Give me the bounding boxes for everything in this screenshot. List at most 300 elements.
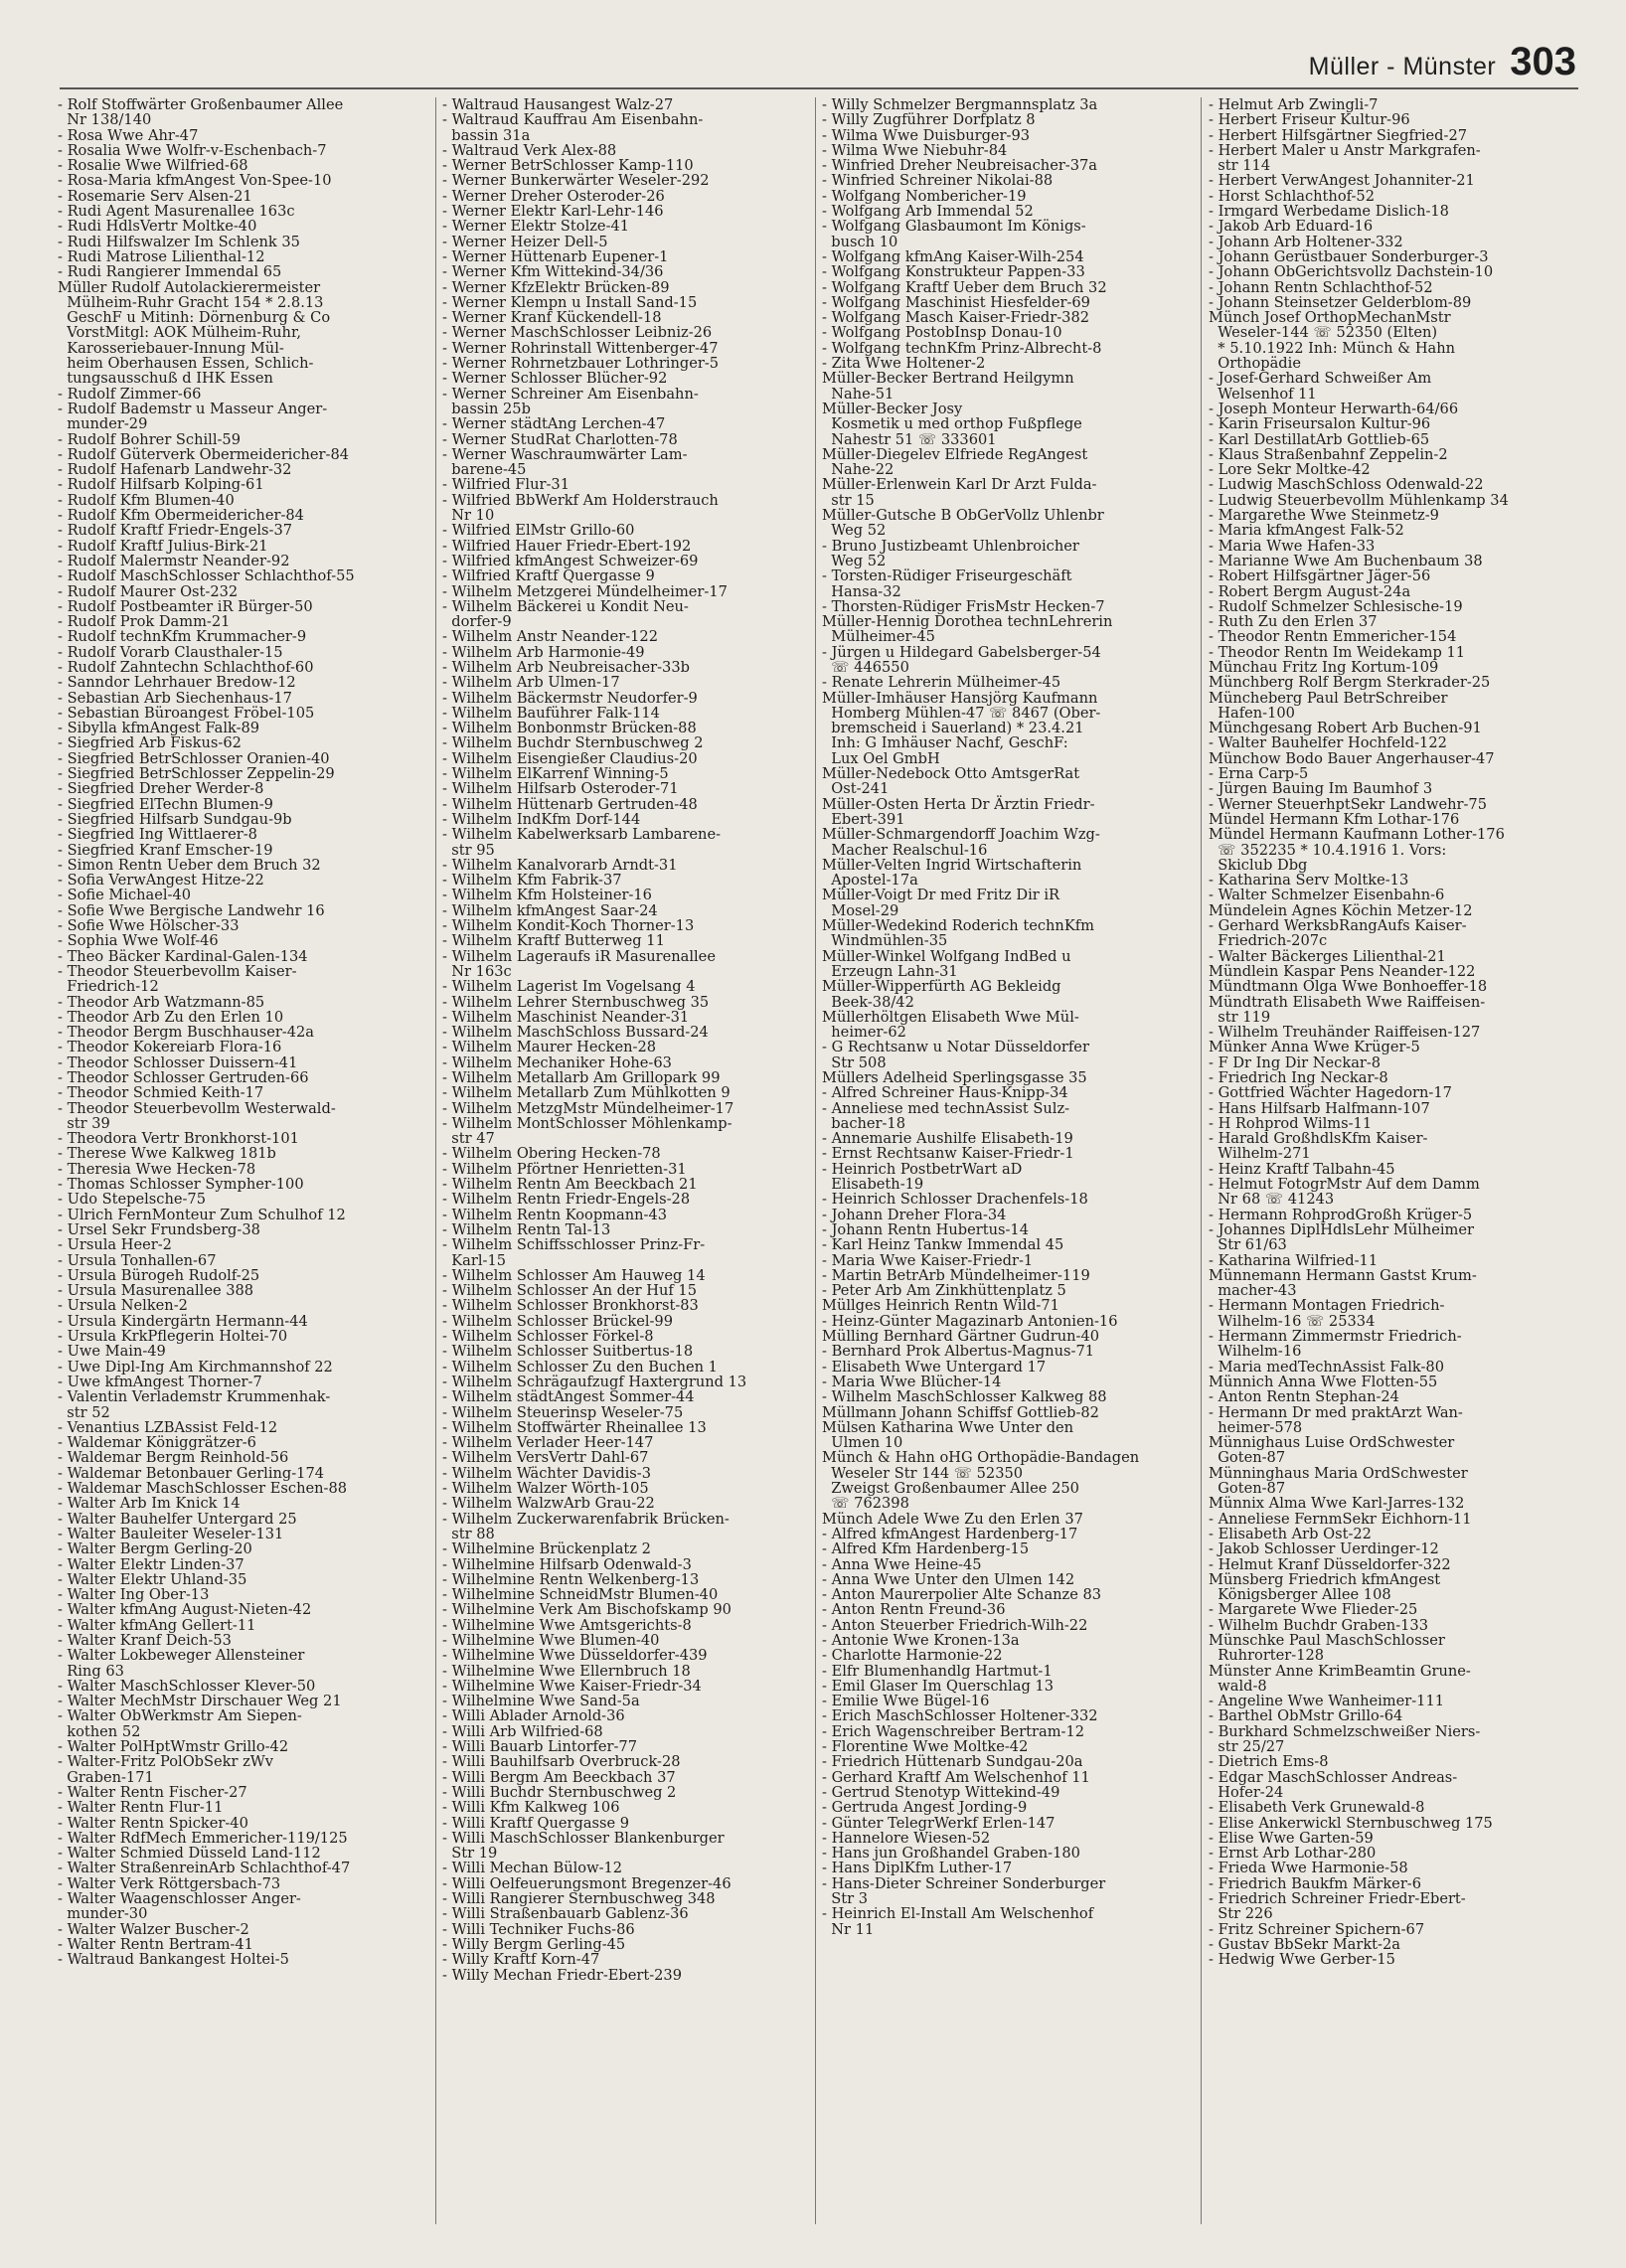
directory-entry-line: - Herbert Hilfsgärtner Siegfried-27 [1209, 126, 1468, 144]
directory-entry-line: Müncheberg Paul BetrSchreiber [1209, 689, 1448, 707]
directory-entry-line: - Johann Gerüstbauer Sonderburger-3 [1209, 247, 1489, 265]
directory-entry-line: Homberg Mühlen-47 ☏ 8467 (Ober- [822, 704, 1101, 722]
directory-entry-line: - Wilhelm Verlader Heer-147 [442, 1434, 654, 1452]
directory-entry-line: - Erna Carp-5 [1209, 765, 1309, 783]
directory-entry-line: - Wilhelmine SchneidMstr Blumen-40 [442, 1586, 719, 1604]
directory-entry-line: - Ursula KrkPflegerin Holtei-70 [58, 1328, 288, 1346]
directory-entry-line: - Karl Heinz Tankw Immendal 45 [822, 1236, 1064, 1254]
directory-entry-line: - Frieda Wwe Harmonie-58 [1209, 1860, 1408, 1877]
directory-entry-line: str 47 [442, 1130, 495, 1148]
directory-entry-line: - Elise Ankerwickl Sternbuschweg 175 [1209, 1814, 1493, 1832]
directory-entry-line: - Wilhelm Schiffsschlosser Prinz-Fr- [442, 1236, 706, 1254]
directory-entry-line: - Johann ObGerichtsvollz Dachstein-10 [1209, 263, 1494, 281]
directory-entry-line: - Wilhelm Schrägaufzugf Haxtergrund 13 [442, 1373, 747, 1390]
directory-entry-line: Mündtmann Olga Wwe Bonhoeffer-18 [1209, 978, 1488, 996]
directory-entry-line: - Werner BetrSchlosser Kamp-110 [442, 157, 694, 175]
directory-entry-line: - Willi Buchdr Sternbuschweg 2 [442, 1783, 677, 1801]
directory-entry-line: heim Oberhausen Essen, Schlich- [58, 355, 314, 373]
directory-entry-line: Münchow Bodo Bauer Angerhauser-47 [1209, 749, 1495, 767]
directory-entry-line: - Ruth Zu den Erlen 37 [1209, 613, 1378, 631]
directory-entry-line: - Jürgen u Hildegard Gabelsberger-54 [822, 643, 1101, 661]
directory-entry-line: - Willi Rangierer Sternbuschweg 348 [442, 1890, 716, 1908]
directory-entry-line: - Herbert VerwAngest Johanniter-21 [1209, 172, 1475, 190]
directory-entry-line: - Erich MaschSchlosser Holtener-332 [822, 1707, 1098, 1725]
directory-entry-line: munder-29 [58, 415, 148, 433]
directory-entry-line: Münker Anna Wwe Krüger-5 [1209, 1039, 1420, 1056]
directory-entry-line: Graben-171 [58, 1768, 154, 1786]
directory-entry-line: - Sofie Wwe Hölscher-33 [58, 917, 240, 935]
directory-entry-line: - Bernhard Prok Albertus-Magnus-71 [822, 1343, 1095, 1361]
directory-entry-line: Windmühlen-35 [822, 932, 948, 950]
directory-entry-line: - Johann Dreher Flora-34 [822, 1206, 1007, 1223]
directory-entry-line: - Walter ObWerkmstr Am Siepen- [58, 1707, 302, 1725]
directory-entry-line: - Wolfgang Konstrukteur Pappen-33 [822, 263, 1085, 281]
directory-entry-line: - Ursula Heer-2 [58, 1236, 172, 1254]
directory-entry-line: - Annemarie Aushilfe Elisabeth-19 [822, 1130, 1073, 1148]
directory-entry-line: Mündlein Kaspar Pens Neander-122 [1209, 962, 1476, 980]
directory-entry-line: - Wilfried BbWerkf Am Holderstrauch [442, 491, 719, 509]
directory-entry-line: - Jakob Arb Eduard-16 [1209, 218, 1374, 236]
directory-entry-line: - Sofie Wwe Bergische Landwehr 16 [58, 901, 325, 919]
directory-entry-line: - Ursula Tonhallen-67 [58, 1251, 217, 1269]
directory-entry-line: - Wilhelmine Wwe Kaiser-Friedr-34 [442, 1677, 702, 1695]
directory-entry-line: Ost-241 [822, 780, 890, 798]
directory-entry-line: - Wilhelm Schlosser Brückel-99 [442, 1312, 674, 1330]
directory-entry-line: - Wilhelmine Wwe Düsseldorfer-439 [442, 1647, 708, 1665]
directory-entry-line: - Anneliese med technAssist Sulz- [822, 1099, 1070, 1117]
directory-entry-line: heimer-578 [1209, 1418, 1303, 1436]
directory-entry-line: - Waltraud Bankangest Holtei-5 [58, 1951, 289, 1969]
directory-entry-line: - Ludwig MaschSchloss Odenwald-22 [1209, 476, 1484, 494]
directory-entry-line: Karosseriebauer-Innung Mül- [58, 339, 284, 357]
directory-entry-line: - Karl DestillatArb Gottlieb-65 [1209, 430, 1430, 448]
directory-entry-line: Wilhelm-271 [1209, 1145, 1311, 1163]
directory-entry-line: - Heinrich El-Install Am Welschenhof [822, 1905, 1094, 1923]
directory-entry-line: - Ernst Arb Lothar-280 [1209, 1845, 1377, 1863]
directory-entry-line: - Wilhelm WalzwArb Grau-22 [442, 1495, 655, 1513]
directory-entry-line: - Emil Glaser Im Querschlag 13 [822, 1677, 1055, 1695]
directory-entry-line: str 114 [1209, 157, 1271, 175]
directory-entry-line: Inh: G Imhäuser Nachf, GeschF: [822, 734, 1068, 752]
directory-entry-line: - Theodor Arb Watzmann-85 [58, 993, 265, 1011]
directory-entry-line: - Maria kfmAngest Falk-52 [1209, 522, 1404, 540]
directory-entry-line: - Anna Wwe Heine-45 [822, 1555, 982, 1573]
directory-entry-line: - Rudolf Vorarb Clausthaler-15 [58, 643, 283, 661]
directory-entry-line: - Waltraud Kauffrau Am Eisenbahn- [442, 111, 704, 129]
directory-entry-line: - Ursula Nelken-2 [58, 1297, 188, 1315]
directory-entry-line: Mülheimer-45 [822, 628, 935, 646]
directory-entry-line: - Martin BetrArb Mündelheimer-119 [822, 1266, 1090, 1284]
directory-entry-line: - Willi Bauarb Lintorfer-77 [442, 1738, 638, 1756]
directory-entry-line: - Walter-Fritz PolObSekr zWv [58, 1753, 274, 1771]
directory-entry-line: - Wilfried Flur-31 [442, 476, 569, 494]
directory-entry-line: Mosel-29 [822, 901, 899, 919]
directory-entry-line: - Ernst Rechtsanw Kaiser-Friedr-1 [822, 1145, 1074, 1163]
directory-entry-line: Münchau Fritz Ing Kortum-109 [1209, 658, 1439, 676]
directory-entry-line: Mündtrath Elisabeth Wwe Raiffeisen- [1209, 993, 1486, 1011]
directory-entry-line: - Johann Rentn Hubertus-14 [822, 1220, 1030, 1238]
directory-entry-line: - Elfr Blumenhandlg Hartmut-1 [822, 1662, 1053, 1680]
directory-entry-line: - Wilfried Kraftf Quergasse 9 [442, 567, 655, 585]
directory-entry-line: - Walter Bauhelfer Hochfeld-122 [1209, 734, 1447, 752]
directory-entry-line: - Walter Schmied Düsseld Land-112 [58, 1845, 321, 1863]
directory-entry-line: - Hans DiplKfm Luther-17 [822, 1860, 1013, 1877]
directory-entry-line: - Hans jun Großhandel Graben-180 [822, 1845, 1080, 1863]
directory-entry-line: - Wilhelmine Wwe Blumen-40 [442, 1631, 660, 1649]
page-header [1309, 40, 1576, 84]
directory-entry-line: - Wilhelm Hilfsarb Osteroder-71 [442, 780, 679, 798]
directory-entry-line: - Wilhelm Schlosser Am Hauweg 14 [442, 1266, 706, 1284]
running-title: Müller - Münster [1308, 53, 1497, 81]
directory-entry-line: - Walter Waagenschlosser Anger- [58, 1890, 301, 1908]
directory-entry-line: - Rudolf Hilfsarb Kolping-61 [58, 476, 264, 494]
directory-entry-line: - Herbert Friseur Kultur-96 [1209, 111, 1410, 129]
directory-entry-line: - Wilhelm Eisengießer Claudius-20 [442, 749, 698, 767]
directory-entry-line: - Johann Steinsetzer Gelderblom-89 [1209, 293, 1472, 311]
directory-entry-line: - Willi Kfm Kalkweg 106 [442, 1799, 620, 1817]
directory-entry-line: - Wilhelm IndKfm Dorf-144 [442, 810, 641, 828]
directory-entry-line: - Sebastian Arb Siechenhaus-17 [58, 689, 292, 707]
directory-entry-line: Königsberger Allee 108 [1209, 1586, 1391, 1604]
directory-entry-line: - Siegfried BetrSchlosser Zeppelin-29 [58, 765, 335, 783]
directory-entry-line: - Waltraud Hausangest Walz-27 [442, 96, 674, 113]
directory-entry-line: - Willi Oelfeuerungsmont Bregenzer-46 [442, 1874, 732, 1892]
directory-entry-line: - Wilhelm MaschSchlosser Kalkweg 88 [822, 1388, 1107, 1406]
directory-entry-line: - Wilhelm Kfm Holsteiner-16 [442, 887, 652, 904]
directory-entry-line: Hansa-32 [822, 582, 901, 600]
directory-entry-line: - Helmut FotogrMstr Auf dem Damm [1209, 1176, 1480, 1194]
directory-entry-line: - Walter Bäckerges Lilienthal-21 [1209, 947, 1446, 965]
directory-entry-line: - Waldemar MaschSchlosser Eschen-88 [58, 1480, 348, 1498]
directory-entry-line: Müllerhöltgen Elisabeth Wwe Mül- [822, 1008, 1079, 1026]
directory-entry-line: - Gottfried Wächter Hagedorn-17 [1209, 1084, 1452, 1102]
directory-entry-line: - Willy Mechan Friedr-Ebert-239 [442, 1966, 683, 1984]
directory-entry-line: Mündelein Agnes Köchin Metzer-12 [1209, 901, 1473, 919]
directory-entry-line: - Fritz Schreiner Spichern-67 [1209, 1920, 1425, 1938]
directory-entry-line: - Wilhelm Obering Hecken-78 [442, 1145, 661, 1163]
directory-entry-line: - Wilhelm Rentn Koopmann-43 [442, 1206, 668, 1223]
directory-entry-line: - Wilhelm Rentn Am Beeckbach 21 [442, 1176, 698, 1194]
directory-entry-line: - Charlotte Harmonie-22 [822, 1647, 1003, 1665]
directory-entry-line: - Anton Maurerpolier Alte Schanze 83 [822, 1586, 1102, 1604]
directory-entry-line: VorstMitgl: AOK Mülheim-Ruhr, [58, 324, 301, 342]
directory-entry-line: - Siegfried Dreher Werder-8 [58, 780, 264, 798]
directory-entry-line: Münnich Anna Wwe Flotten-55 [1209, 1373, 1438, 1390]
directory-entry-line: Weg 52 [822, 522, 887, 540]
directory-entry-line: Müller Rudolf Autolackierermeister [58, 278, 321, 296]
directory-entry-line: - Hedwig Wwe Gerber-15 [1209, 1951, 1395, 1969]
directory-entry-line: - Theodor Rentn Emmericher-154 [1209, 628, 1457, 646]
directory-entry-line: - Ludwig Steuerbevollm Mühlenkamp 34 [1209, 491, 1509, 509]
directory-entry-line: - Maria Wwe Blücher-14 [822, 1373, 1002, 1390]
directory-entry-line: Müller-Velten Ingrid Wirtschafterin [822, 856, 1082, 874]
directory-entry-line: heimer-62 [822, 1024, 906, 1042]
directory-entry-line: - Walter MaschSchlosser Klever-50 [58, 1677, 316, 1695]
directory-entry-line: - Wolfgang Masch Kaiser-Friedr-382 [822, 309, 1090, 327]
directory-entry-line: - Wilhelm Zuckerwarenfabrik Brücken- [442, 1510, 730, 1528]
directory-entry-line: - Walter Verk Röttgersbach-73 [58, 1874, 281, 1892]
directory-entry-line: - Heinrich PostbetrWart aD [822, 1160, 1023, 1178]
directory-entry-line: ☏ 446550 [822, 658, 909, 676]
directory-entry-line: - Theodora Vertr Bronkhorst-101 [58, 1130, 299, 1148]
directory-entry-line: - Uwe Dipl-Ing Am Kirchmannshof 22 [58, 1358, 333, 1376]
directory-entry-line: - Willi Arb Wilfried-68 [442, 1722, 603, 1740]
directory-entry-line: - Ulrich FernMonteur Zum Schulhof 12 [58, 1206, 346, 1223]
directory-entry-line: - Alfred Kfm Hardenberg-15 [822, 1540, 1030, 1558]
directory-entry-line: - Peter Arb Am Zinkhüttenplatz 5 [822, 1282, 1066, 1300]
directory-entry-line: Münschke Paul MaschSchlosser [1209, 1631, 1445, 1649]
directory-entry-line: - Werner Waschraumwärter Lam- [442, 445, 688, 463]
directory-entry-line: - Wilhelmine Verk Am Bischofskamp 90 [442, 1601, 732, 1619]
directory-entry-line: - Willi Techniker Fuchs-86 [442, 1920, 635, 1938]
directory-entry-line: - Rosa-Maria kfmAngest Von-Spee-10 [58, 172, 332, 190]
directory-entry-line: - Wilhelmine Wwe Amtsgerichts-8 [442, 1616, 692, 1634]
directory-entry-line: - Rolf Stoffwärter Großenbaumer Allee [58, 96, 344, 113]
directory-entry-line: - Wilhelm Schlosser Bronkhorst-83 [442, 1297, 699, 1315]
directory-entry-line: - Uwe kfmAngest Thorner-7 [58, 1373, 262, 1390]
directory-entry-line: - Heinz-Günter Magazinarb Antonien-16 [822, 1312, 1118, 1330]
directory-entry-line: Str 3 [822, 1890, 869, 1908]
directory-entry-line: - Elisabeth Verk Grunewald-8 [1209, 1799, 1425, 1817]
directory-entry-line: - Wilhelm Bauführer Falk-114 [442, 704, 660, 722]
directory-entry-line: - Willy Bergm Gerling-45 [442, 1935, 626, 1953]
directory-entry-line: - Theodor Schmied Keith-17 [58, 1084, 264, 1102]
directory-entry-line: - Wolfgang kfmAng Kaiser-Wilh-254 [822, 247, 1084, 265]
directory-entry-line: - Heinrich Schlosser Drachenfels-18 [822, 1191, 1088, 1209]
column-divider [435, 97, 436, 2224]
directory-entry-line: - Wilhelm Pförtner Henrietten-31 [442, 1160, 687, 1178]
directory-entry-line: - Maria Wwe Kaiser-Friedr-1 [822, 1251, 1034, 1269]
directory-entry-line: Müller-Nedebock Otto AmtsgerRat [822, 765, 1080, 783]
directory-entry-line: - Siegfried Ing Wittlaerer-8 [58, 826, 257, 844]
directory-entry-line: Münch Josef OrthopMechanMstr [1209, 309, 1451, 327]
directory-entry-line: - Wilhelm Wächter Davidis-3 [442, 1464, 651, 1482]
directory-entry-line: - Valentin Verlademstr Krummenhak- [58, 1388, 331, 1406]
directory-entry-line: - Rudi HdlsVertr Moltke-40 [58, 218, 257, 236]
directory-entry-line: wald-8 [1209, 1677, 1267, 1695]
directory-entry-line: - Venantius LZBAssist Feld-12 [58, 1418, 278, 1436]
directory-entry-line: str 52 [58, 1403, 110, 1421]
directory-entry-line: Müller-Erlenwein Karl Dr Arzt Fulda- [822, 476, 1097, 494]
directory-entry-line: - Rudolf Prok Damm-21 [58, 613, 231, 631]
directory-entry-line: Müller-Becker Bertrand Heilgymn [822, 370, 1074, 388]
directory-entry-line: Nahe-51 [822, 385, 894, 403]
directory-entry-line: dorfer-9 [442, 613, 512, 631]
directory-entry-line: - Sofie Michael-40 [58, 887, 192, 904]
directory-entry-line: - Theodor Arb Zu den Erlen 10 [58, 1008, 284, 1026]
directory-entry-line: - Wilhelmine Wwe Sand-5a [442, 1693, 640, 1710]
directory-entry-line: - Margarethe Wwe Steinmetz-9 [1209, 507, 1439, 525]
directory-entry-line: - Theodor Kokereiarb Flora-16 [58, 1039, 282, 1056]
directory-entry-line: - Hermann Dr med praktArzt Wan- [1209, 1403, 1463, 1421]
directory-entry-line: - Rudolf Schmelzer Schlesische-19 [1209, 597, 1463, 615]
directory-entry-line: - Rosa Wwe Ahr-47 [58, 126, 199, 144]
directory-entry-line: - Jürgen Bauing Im Baumhof 3 [1209, 780, 1433, 798]
directory-entry-line: - Rudolf technKfm Krummacher-9 [58, 628, 307, 646]
directory-entry-line: Karl-15 [442, 1251, 507, 1269]
directory-entry-line: - Werner städtAng Lerchen-47 [442, 415, 666, 433]
directory-entry-line: - Rudi Agent Masurenallee 163c [58, 203, 295, 221]
directory-entry-line: - Günter TelegrWerkf Erlen-147 [822, 1814, 1056, 1832]
directory-entry-line: - G Rechtsanw u Notar Düsseldorfer [822, 1039, 1089, 1056]
directory-entry-line: - Wilhelmine Wwe Ellernbruch 18 [442, 1662, 691, 1680]
directory-entry-line: Goten-87 [1209, 1480, 1286, 1498]
directory-entry-line: - Sofia VerwAngest Hitze-22 [58, 872, 264, 890]
directory-entry-line: - Emilie Wwe Bügel-16 [822, 1693, 990, 1710]
directory-entry-line: - Werner StudRat Charlotten-78 [442, 430, 678, 448]
directory-column-4 [1209, 97, 1578, 1968]
directory-entry-line: - Horst Schlachthof-52 [1209, 187, 1375, 205]
directory-entry-line: - Walter RdfMech Emmericher-119/125 [58, 1829, 348, 1847]
directory-entry-line: - Friedrich Baukfm Märker-6 [1209, 1874, 1422, 1892]
directory-entry-line: Müller-Winkel Wolfgang IndBed u [822, 947, 1071, 965]
directory-entry-line: - Wilhelm Rentn Friedr-Engels-28 [442, 1191, 691, 1209]
directory-entry-line: - Willi Bauhilfsarb Overbruck-28 [442, 1753, 681, 1771]
directory-entry-line: ☏ 352235 * 10.4.1916 1. Vors: [1209, 841, 1447, 859]
directory-entry-line: - Burkhard Schmelzschweißer Niers- [1209, 1722, 1481, 1740]
directory-entry-line: - Wilhelm Schlosser Zu den Buchen 1 [442, 1358, 718, 1376]
directory-entry-line: Str 19 [442, 1845, 498, 1863]
directory-entry-line: - Werner Heizer Dell-5 [442, 233, 608, 250]
directory-entry-line: - Wilhelm MontSchlosser Möhlenkamp- [442, 1114, 732, 1132]
directory-entry-line: - Rudolf MaschSchlosser Schlachthof-55 [58, 567, 355, 585]
directory-entry-line: Ruhrorter-128 [1209, 1647, 1325, 1665]
directory-entry-line: - Rudolf Kraftf Julius-Birk-21 [58, 537, 268, 555]
directory-entry-line: - F Dr Ing Dir Neckar-8 [1209, 1053, 1382, 1071]
directory-entry-line: - Helmut Arb Zwingli-7 [1209, 96, 1379, 113]
directory-entry-line: - Wilhelm MaschSchloss Bussard-24 [442, 1024, 709, 1042]
directory-entry-line: Müllers Adelheid Sperlingsgasse 35 [822, 1069, 1087, 1086]
directory-entry-line: - Hans-Dieter Schreiner Sonderburger [822, 1874, 1106, 1892]
directory-entry-line: - Heinz Kraftf Talbahn-45 [1209, 1160, 1395, 1178]
directory-entry-line: - Rudolf Maurer Ost-232 [58, 582, 239, 600]
directory-entry-line: - Siegfried Hilfsarb Sundgau-9b [58, 810, 292, 828]
directory-entry-line: - Walter Schmelzer Eisenbahn-6 [1209, 887, 1445, 904]
directory-entry-line: - Gerhard Kraftf Am Welschenhof 11 [822, 1768, 1090, 1786]
directory-entry-line: - Florentine Wwe Moltke-42 [822, 1738, 1029, 1756]
directory-entry-line: str 95 [442, 841, 495, 859]
page-number: 303 [1510, 40, 1576, 83]
directory-entry-line: bassin 31a [442, 126, 531, 144]
directory-entry-line: - Thomas Schlosser Sympher-100 [58, 1176, 304, 1194]
directory-entry-line: - Werner Kfm Wittekind-34/36 [442, 263, 664, 281]
directory-entry-line: - Anton Steuerber Friedrich-Wilh-22 [822, 1616, 1088, 1634]
directory-entry-line: Elisabeth-19 [822, 1176, 924, 1194]
directory-entry-line: - Lore Sekr Moltke-42 [1209, 461, 1371, 479]
directory-entry-line: - Siegfried BetrSchlosser Oranien-40 [58, 749, 330, 767]
directory-entry-line: - Wilhelm Metzgerei Mündelheimer-17 [442, 582, 728, 600]
directory-entry-line: - Wolfgang Arb Immendal 52 [822, 203, 1034, 221]
directory-entry-line: - Walter Rentn Fischer-27 [58, 1783, 247, 1801]
directory-entry-line: Weg 52 [822, 552, 887, 569]
directory-entry-line: - Walter Bauleiter Weseler-131 [58, 1525, 284, 1542]
directory-entry-line: Friedrich-12 [58, 978, 159, 996]
directory-entry-line: - Wilhelm Rentn Tal-13 [442, 1220, 611, 1238]
directory-entry-line: Münch Adele Wwe Zu den Erlen 37 [822, 1510, 1083, 1528]
directory-entry-line: - Gustav BbSekr Markt-2a [1209, 1935, 1400, 1953]
directory-entry-line: Weseler-144 ☏ 52350 (Elten) [1209, 324, 1438, 342]
directory-entry-line: - H Rohprod Wilms-11 [1209, 1114, 1373, 1132]
directory-entry-line: - Maria medTechnAssist Falk-80 [1209, 1358, 1444, 1376]
directory-entry-line: - Rudolf Bohrer Schill-59 [58, 430, 242, 448]
directory-entry-line: - Johann Arb Holtener-332 [1209, 233, 1403, 250]
directory-entry-line: - Wilhelm Bonbonmstr Brücken-88 [442, 720, 697, 737]
directory-entry-line: str 25/27 [1209, 1738, 1285, 1756]
directory-entry-line: Mülling Bernhard Gärtner Gudrun-40 [822, 1328, 1100, 1346]
directory-entry-line: Mülsen Katharina Wwe Unter den [822, 1418, 1074, 1436]
directory-entry-line: - Werner Klempn u Install Sand-15 [442, 293, 698, 311]
directory-entry-line: GeschF u Mitinh: Dörnenburg & Co [58, 309, 331, 327]
directory-entry-line: Nr 163c [442, 962, 512, 980]
directory-entry-line: - Walter MechMstr Dirschauer Weg 21 [58, 1693, 342, 1710]
directory-entry-line: bremscheid i Sauerland) * 23.4.21 [822, 720, 1084, 737]
directory-entry-line: - Wilhelm MetzgMstr Mündelheimer-17 [442, 1099, 734, 1117]
directory-entry-line: - Simon Rentn Ueber dem Bruch 32 [58, 856, 321, 874]
directory-entry-line: Welsenhof 11 [1209, 385, 1317, 403]
directory-entry-line: - Ursula Masurenallee 388 [58, 1282, 254, 1300]
directory-entry-line: - Elise Wwe Garten-59 [1209, 1829, 1374, 1847]
directory-entry-line: - Edgar MaschSchlosser Andreas- [1209, 1768, 1458, 1786]
directory-entry-line: - Willi Ablader Arnold-36 [442, 1707, 625, 1725]
directory-entry-line: - Wilhelm Stoffwärter Rheinallee 13 [442, 1418, 707, 1436]
directory-entry-line: Nahestr 51 ☏ 333601 [822, 430, 997, 448]
directory-entry-line: Ebert-391 [822, 810, 905, 828]
directory-entry-line: - Willi MaschSchlosser Blankenburger [442, 1829, 725, 1847]
directory-entry-line: - Wilhelm Arb Neubreisacher-33b [442, 658, 690, 676]
directory-entry-line: - Johannes DiplHdlsLehr Mülheimer [1209, 1220, 1474, 1238]
directory-entry-line: - Wilhelm Walzer Wörth-105 [442, 1480, 649, 1498]
directory-entry-line: - Renate Lehrerin Mülheimer-45 [822, 674, 1061, 692]
directory-entry-line: - Siegfried ElTechn Blumen-9 [58, 795, 273, 813]
directory-entry-line: - Wilhelm ElKarrenf Winning-5 [442, 765, 669, 783]
directory-entry-line: Münninghaus Maria OrdSchwester [1209, 1464, 1468, 1482]
directory-entry-line: - Walter kfmAng August-Nieten-42 [58, 1601, 312, 1619]
directory-entry-line: - Waldemar Königgrätzer-6 [58, 1434, 256, 1452]
directory-entry-line: - Willi Kraftf Quergasse 9 [442, 1814, 630, 1832]
directory-entry-line: - Friedrich Ing Neckar-8 [1209, 1069, 1388, 1086]
directory-entry-line: Müller-Gutsche B ObGerVollz Uhlenbr [822, 507, 1104, 525]
directory-entry-line: Nr 138/140 [58, 111, 152, 129]
directory-entry-line: Müller-Hennig Dorothea technLehrerin [822, 613, 1113, 631]
directory-entry-line: - Rudi Rangierer Immendal 65 [58, 263, 282, 281]
directory-entry-line: macher-43 [1209, 1282, 1297, 1300]
directory-entry-line: Wilhelm-16 [1209, 1343, 1302, 1361]
directory-entry-line: - Herbert Maler u Anstr Markgrafen- [1209, 141, 1481, 159]
header-rule [60, 87, 1578, 89]
directory-entry-line: - Bruno Justizbeamt Uhlenbroicher [822, 537, 1079, 555]
directory-entry-line: - Karin Friseursalon Kultur-96 [1209, 415, 1431, 433]
directory-entry-line: - Wilhelm Schlosser Suitbertus-18 [442, 1343, 694, 1361]
directory-entry-line: - Walter PolHptWmstr Grillo-42 [58, 1738, 289, 1756]
directory-entry-line: Skiclub Dbg [1209, 856, 1308, 874]
directory-entry-line: - Hermann Zimmermstr Friedrich- [1209, 1328, 1462, 1346]
directory-entry-line: Nahe-22 [822, 461, 894, 479]
directory-entry-line: - Elisabeth Wwe Untergard 17 [822, 1358, 1047, 1376]
directory-entry-line: - Gertrud Stenotyp Wittekind-49 [822, 1783, 1060, 1801]
directory-entry-line: Münchgesang Robert Arb Buchen-91 [1209, 720, 1482, 737]
directory-entry-line: str 39 [58, 1114, 110, 1132]
directory-entry-line: Erzeugn Lahn-31 [822, 962, 958, 980]
directory-entry-line: Münnighaus Luise OrdSchwester [1209, 1434, 1455, 1452]
directory-entry-line: - Alfred Schreiner Haus-Knipp-34 [822, 1084, 1068, 1102]
directory-entry-line: - Wilhelm Hüttenarb Gertruden-48 [442, 795, 698, 813]
directory-entry-line: - Robert Bergm August-24a [1209, 582, 1411, 600]
directory-entry-line: - Wilfried Hauer Friedr-Ebert-192 [442, 537, 692, 555]
directory-entry-line: - Angeline Wwe Wanheimer-111 [1209, 1693, 1445, 1710]
directory-entry-line: str 119 [1209, 1008, 1271, 1026]
directory-entry-line: - Alfred kfmAngest Hardenberg-17 [822, 1525, 1078, 1542]
directory-entry-line: - Willy Schmelzer Bergmannsplatz 3a [822, 96, 1098, 113]
